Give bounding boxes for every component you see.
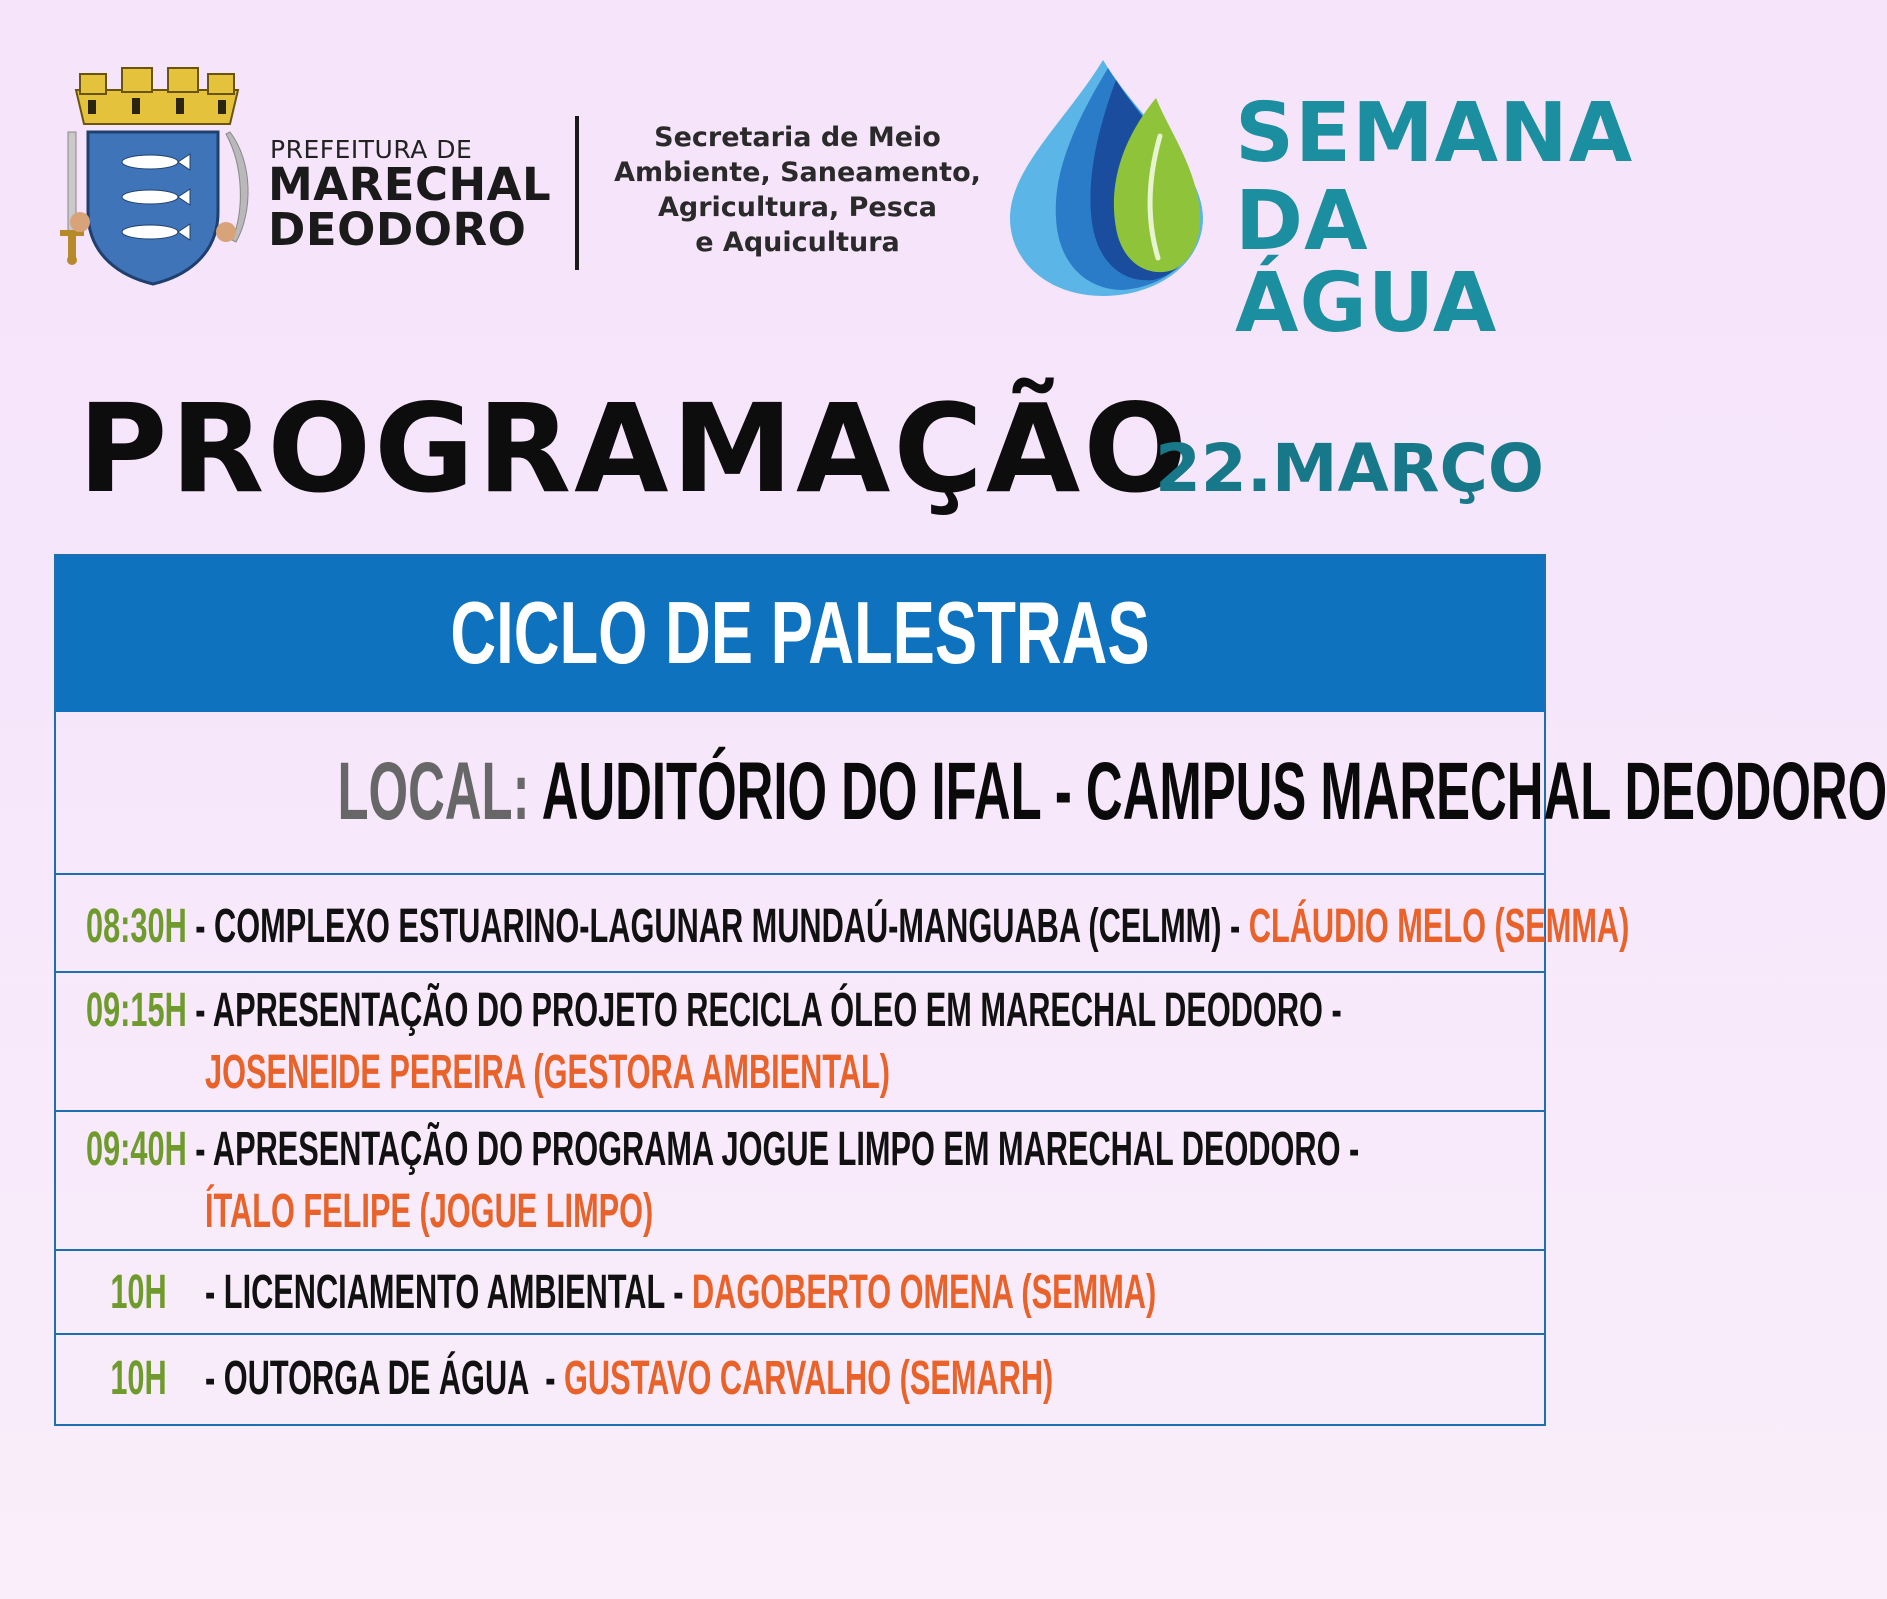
row-separator: - bbox=[1322, 984, 1342, 1037]
row-speaker: ÍTALO FELIPE (JOGUE LIMPO) bbox=[205, 1185, 654, 1238]
row-separator: - bbox=[664, 1266, 692, 1319]
secretaria-name bbox=[600, 120, 995, 260]
row-separator: - bbox=[528, 1352, 565, 1405]
schedule-row bbox=[86, 896, 1629, 958]
schedule-row bbox=[86, 1348, 1053, 1410]
section-banner-title: CICLO DE PALESTRAS bbox=[450, 583, 1150, 682]
row-separator: - bbox=[1340, 1123, 1360, 1176]
page-title: PROGRAMAÇÃO bbox=[78, 378, 1191, 520]
row-time: 09:15H bbox=[86, 984, 187, 1037]
row-divider bbox=[54, 873, 1546, 875]
row-time: 10H bbox=[110, 1266, 167, 1319]
header-divider bbox=[575, 116, 579, 270]
city-coat-of-arms-icon bbox=[58, 62, 258, 292]
row-speaker: CLÁUDIO MELO (SEMMA) bbox=[1248, 900, 1630, 953]
row-separator: - bbox=[186, 984, 213, 1037]
row-title: LICENCIAMENTO AMBIENTAL bbox=[223, 1266, 665, 1319]
city-name-line1: MARECHAL bbox=[268, 158, 552, 211]
row-time: 10H bbox=[110, 1352, 167, 1405]
row-title: APRESENTAÇÃO DO PROJETO RECICLA ÓLEO EM MARECHAL DEODORO bbox=[212, 984, 1323, 1037]
row-title: COMPLEXO ESTUARINO-LAGUNAR MUNDAÚ-MANGUABA (CELMM) bbox=[214, 900, 1222, 953]
schedule-row-speaker-line bbox=[205, 1181, 653, 1243]
secretaria-line: Ambiente, Saneamento, bbox=[614, 157, 981, 188]
secretaria-line: Agricultura, Pesca bbox=[658, 192, 937, 223]
row-title: OUTORGA DE ÁGUA bbox=[223, 1352, 529, 1405]
schedule-row bbox=[86, 1119, 1359, 1181]
row-divider bbox=[54, 1249, 1546, 1251]
row-speaker: GUSTAVO CARVALHO (SEMARH) bbox=[564, 1352, 1054, 1405]
row-time: 09:40H bbox=[86, 1123, 187, 1176]
location-label: LOCAL: bbox=[337, 746, 530, 837]
row-speaker: DAGOBERTO OMENA (SEMMA) bbox=[691, 1266, 1157, 1319]
row-time: 08:30H bbox=[86, 900, 187, 953]
row-separator: - bbox=[205, 1352, 224, 1405]
event-name-line2: DA ÁGUA bbox=[1235, 174, 1498, 351]
row-separator: - bbox=[205, 1266, 224, 1319]
row-separator: - bbox=[1221, 900, 1249, 953]
city-name-line2: DEODORO bbox=[268, 203, 527, 256]
row-separator: - bbox=[186, 1123, 213, 1176]
row-separator: - bbox=[186, 900, 215, 953]
row-divider bbox=[54, 1110, 1546, 1112]
event-date: 22.MARÇO bbox=[1155, 430, 1545, 507]
row-divider bbox=[54, 971, 1546, 973]
event-name-line1: SEMANA bbox=[1235, 86, 1634, 181]
location-line bbox=[337, 742, 1887, 842]
schedule-row-speaker-line bbox=[205, 1042, 890, 1104]
row-divider bbox=[54, 1333, 1546, 1335]
row-title: APRESENTAÇÃO DO PROGRAMA JOGUE LIMPO EM MARECHAL DEODORO bbox=[212, 1123, 1341, 1176]
row-speaker: JOSENEIDE PEREIRA (GESTORA AMBIENTAL) bbox=[205, 1046, 891, 1099]
schedule-row bbox=[86, 980, 1342, 1042]
schedule-row bbox=[86, 1262, 1156, 1324]
location-value: AUDITÓRIO DO IFAL - CAMPUS MARECHAL DEODORO bbox=[541, 746, 1887, 837]
prefeitura-label: PREFEITURA DE bbox=[270, 135, 473, 164]
water-drop-leaf-icon bbox=[1008, 58, 1218, 298]
secretaria-line: e Aquicultura bbox=[695, 227, 900, 258]
secretaria-line: Secretaria de Meio bbox=[654, 122, 941, 153]
